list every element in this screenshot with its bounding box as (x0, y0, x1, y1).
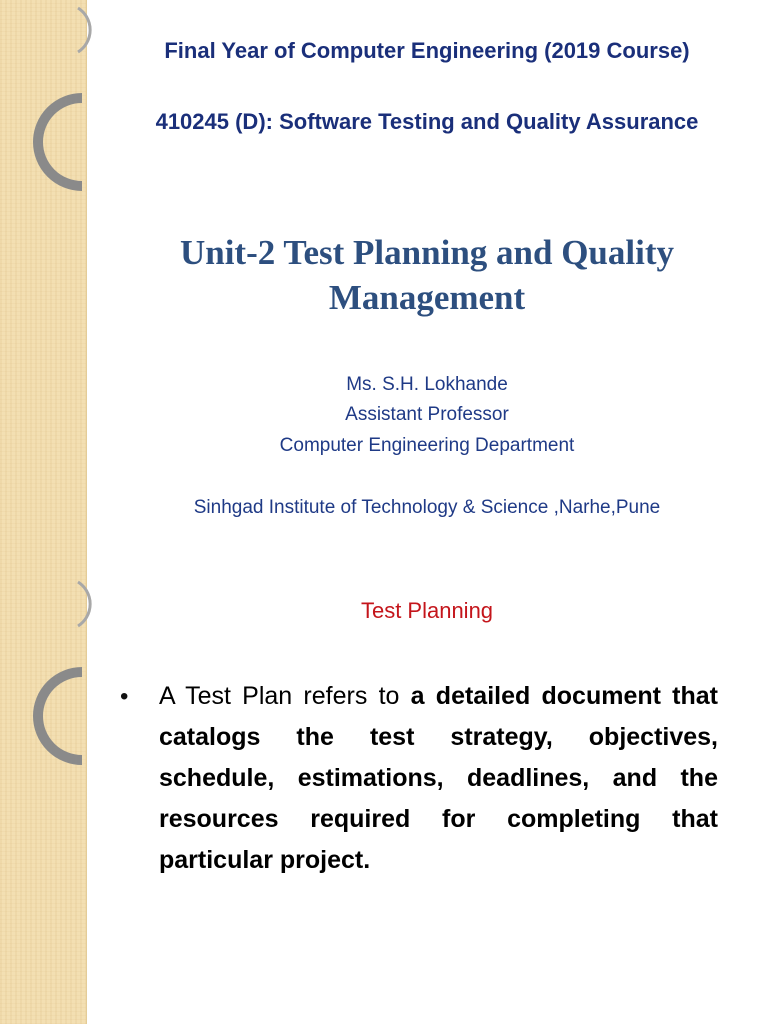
bullet-icon: • (120, 683, 129, 710)
course-code: 410245 (D): Software Testing and Quality Assurance (155, 109, 699, 134)
ring-decoration-icon (0, 576, 130, 1024)
unit-title: Unit-2 Test Planning and Quality Management (179, 233, 675, 317)
slide-title: Test Planning (360, 598, 494, 623)
presenter-department: Computer Engineering Department (279, 435, 575, 456)
presenter-title: Assistant Professor (345, 404, 509, 425)
course-title: Final Year of Computer Engineering (2019 Course) (164, 38, 690, 63)
bullet-list (120, 676, 718, 881)
bullet-item (159, 676, 718, 881)
bullet-text-regular: A Test Plan refers to (159, 682, 411, 710)
institute-name: Sinhgad Institute of Technology & Science ,Narhe,Pune (193, 497, 661, 518)
presenter-name: Ms. S.H. Lokhande (346, 374, 508, 395)
bullet-text-bold: a detailed document that catalogs the test strategy, objectives, schedule, estimations, deadlines, and the resources required for completing that particular project. (159, 682, 718, 874)
